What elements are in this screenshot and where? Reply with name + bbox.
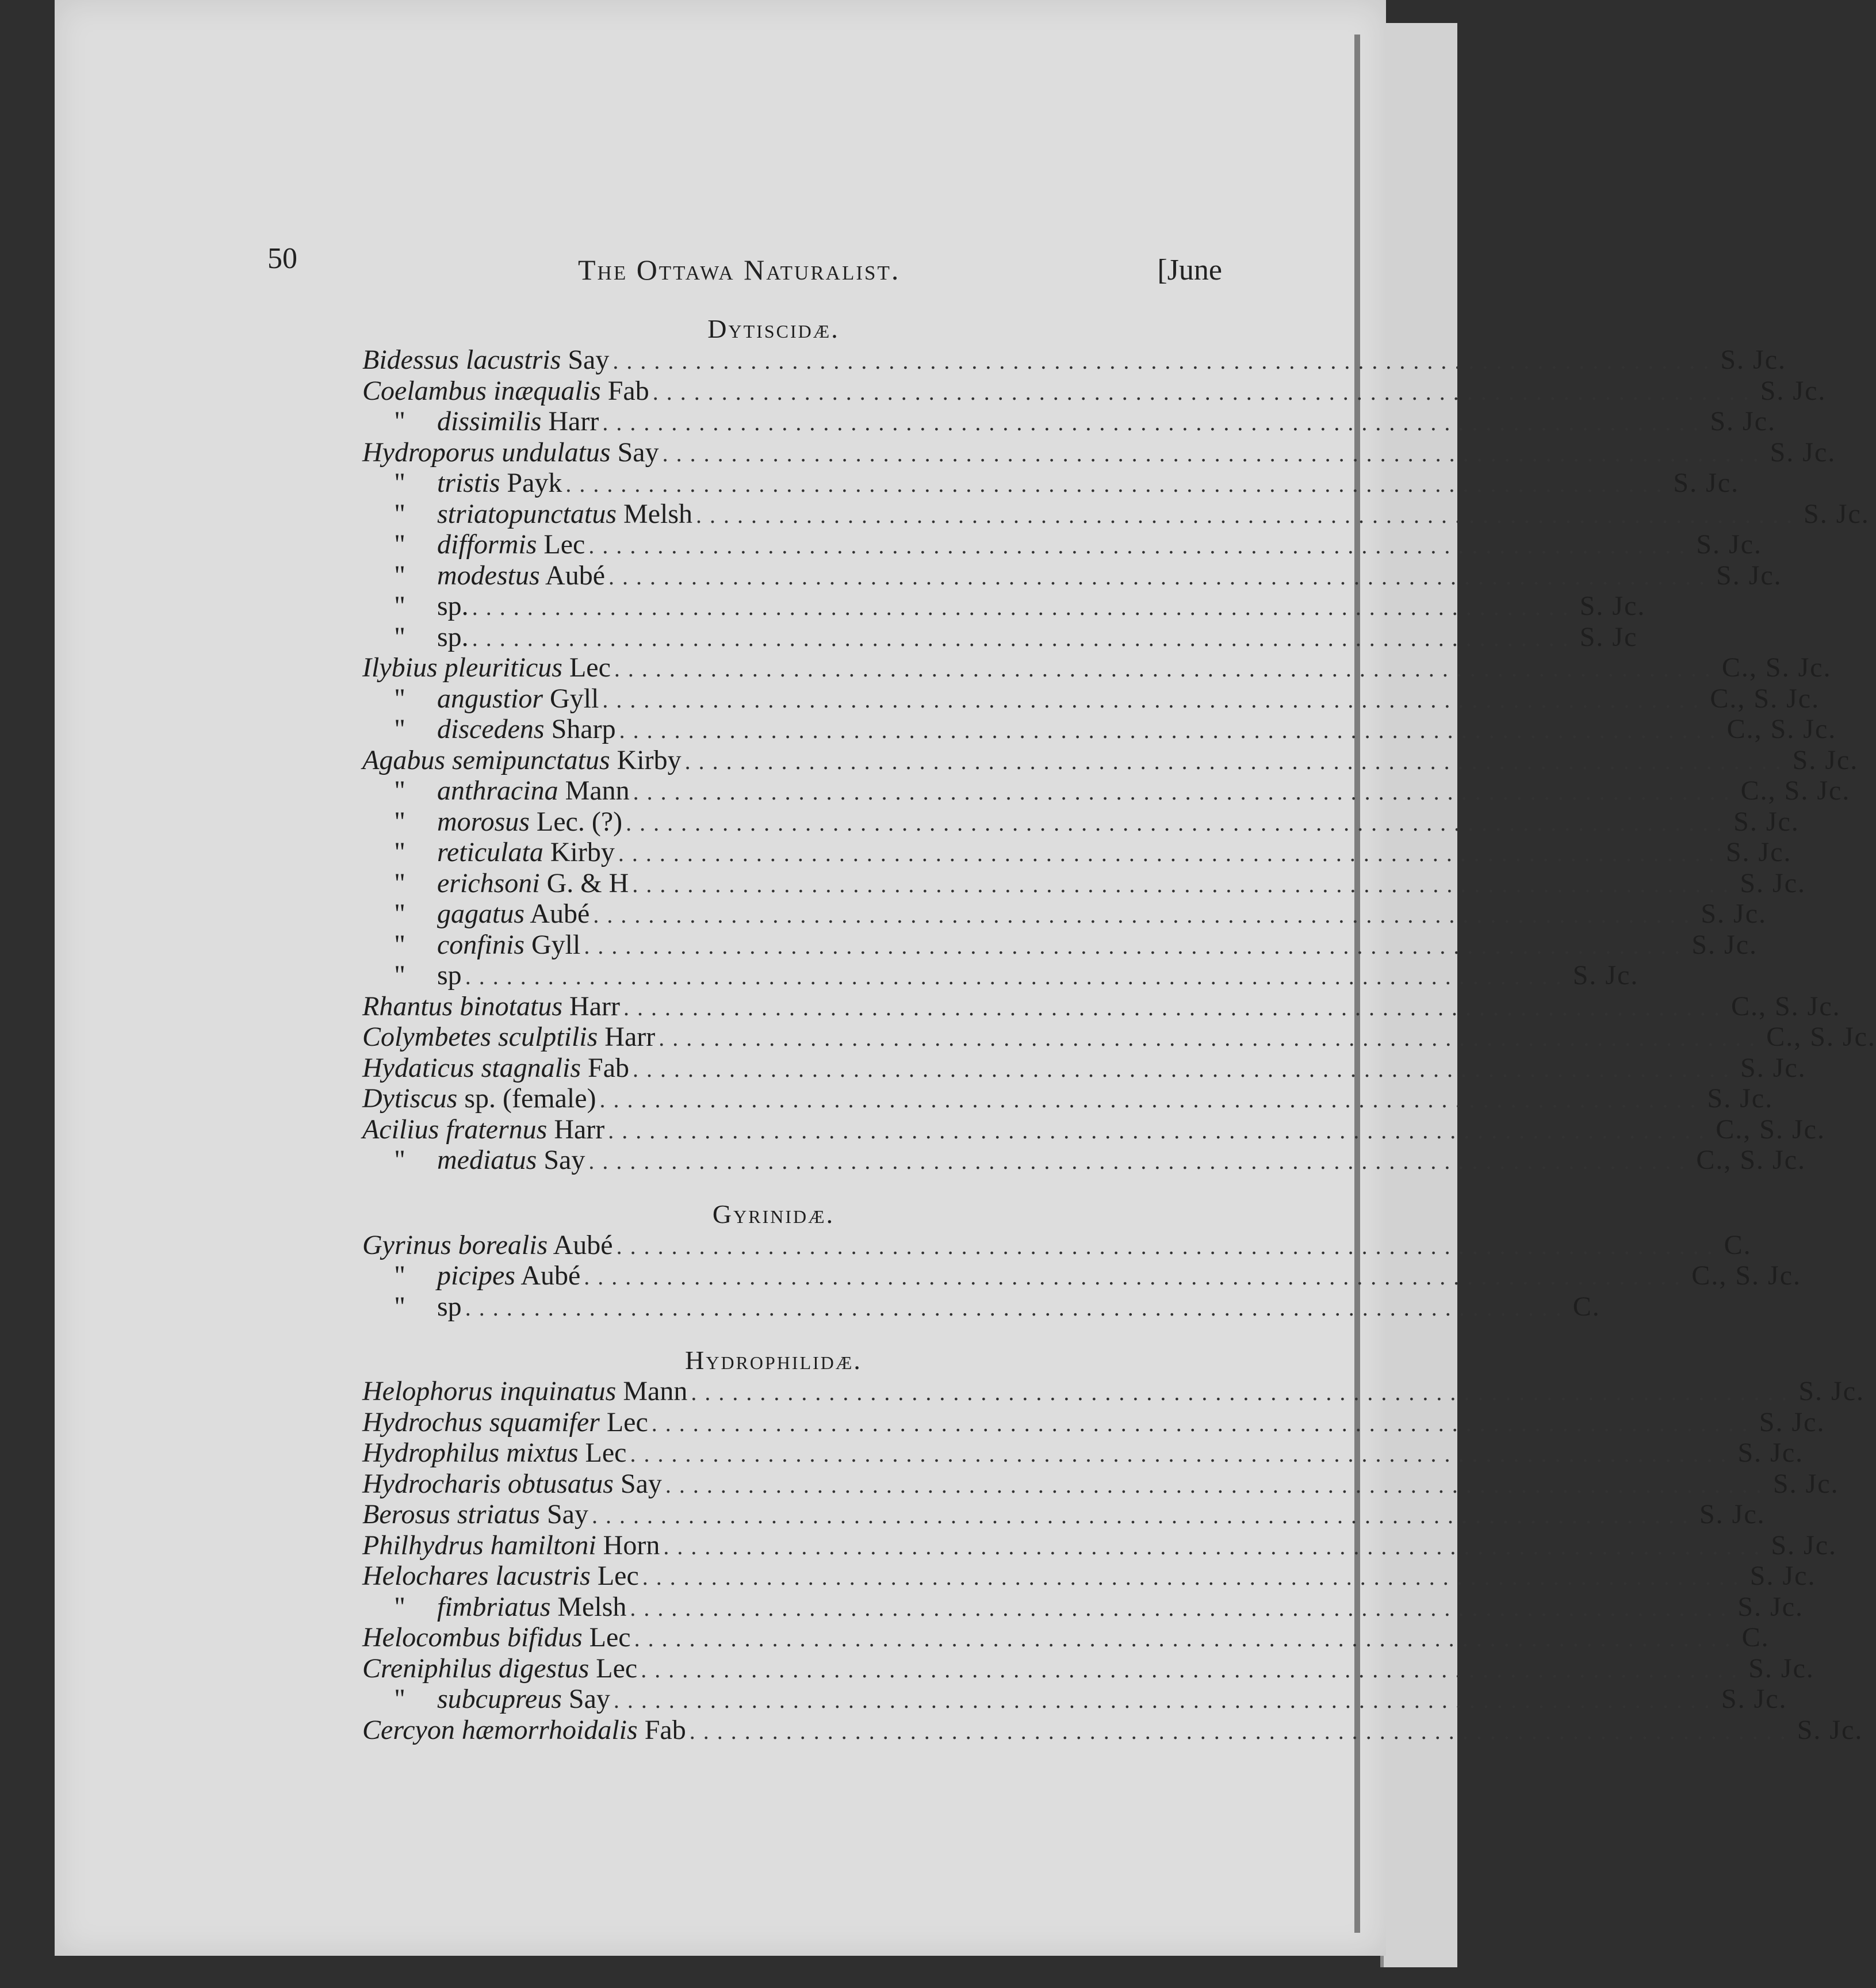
species-name — [362, 1499, 588, 1530]
species-entry — [362, 683, 1820, 714]
dot-leader: ................................................................................ — [652, 379, 1757, 405]
species-entry — [362, 837, 1792, 868]
species-epithet: lacustris — [466, 345, 561, 375]
genus-name: Rhantus — [362, 991, 453, 1022]
genus-name: Philhydrus — [362, 1530, 484, 1561]
locality-code: S. Jc. — [1771, 1530, 1837, 1561]
locality-code: C., S. Jc. — [1696, 1145, 1806, 1175]
species-epithet: lacustris — [495, 1561, 591, 1591]
species-entry — [362, 560, 1782, 591]
genus-name: Cercyon — [362, 1714, 455, 1745]
authority: Say — [620, 1468, 662, 1499]
locality-code: S. Jc. — [1748, 1653, 1814, 1684]
species-epithet: striatopunctatus — [437, 498, 617, 529]
locality-code: S. Jc. — [1725, 837, 1792, 867]
locality-code: S. Jc. — [1699, 1499, 1766, 1530]
dot-leader: ................................................................................ — [633, 779, 1737, 805]
species-epithet: erichsoni — [437, 867, 540, 899]
authority: Horn — [603, 1530, 660, 1561]
authority: sp. — [437, 591, 469, 621]
authority: Melsh — [623, 498, 693, 529]
dot-leader: ................................................................................ — [591, 1503, 1696, 1528]
species-epithet: borealis — [458, 1229, 548, 1260]
ditto-mark: " — [394, 683, 405, 714]
locality-code: C. — [1724, 1229, 1752, 1260]
species-epithet: modestus — [437, 560, 540, 591]
dot-leader: ................................................................................ — [630, 1595, 1735, 1621]
species-entry — [362, 991, 1841, 1022]
authority: Lec — [543, 529, 585, 560]
authority: Kirby — [550, 837, 615, 867]
locality-code: S. Jc. — [1701, 899, 1767, 929]
dot-leader: ................................................................................ — [641, 1656, 1745, 1683]
dot-leader: ................................................................................ — [634, 1626, 1739, 1651]
dot-leader: ................................................................................ — [665, 1471, 1770, 1498]
species-entry — [362, 1260, 1801, 1291]
dot-leader: ................................................................................ — [465, 964, 1569, 989]
species-epithet: reticulata — [437, 837, 543, 867]
ditto-mark: " — [394, 1591, 405, 1622]
dot-leader: ................................................................................ — [614, 656, 1718, 682]
dot-leader: ................................................................................ — [663, 1533, 1768, 1559]
species-entry — [362, 929, 1758, 961]
journal-title: The Ottawa Naturalist. — [578, 254, 901, 286]
authority: Lec. (?) — [536, 806, 623, 837]
species-name — [362, 683, 599, 714]
species-entry — [362, 1083, 1774, 1114]
species-epithet: fraternus — [446, 1114, 548, 1145]
authority: Say — [568, 345, 610, 375]
section-gap — [362, 1322, 1127, 1345]
authority: Aubé — [530, 899, 590, 929]
ditto-mark: " — [394, 621, 405, 652]
species-name — [362, 1376, 687, 1407]
species-epithet: gagatus — [437, 899, 525, 929]
genus-name: Helochares — [362, 1561, 489, 1591]
page-number: 50 — [267, 242, 297, 275]
authority: Fab — [644, 1714, 686, 1745]
species-entry — [362, 529, 1762, 560]
authority: Lec — [597, 1561, 639, 1591]
species-entry — [362, 591, 1646, 622]
species-name — [362, 806, 622, 838]
dot-leader: ................................................................................ — [658, 1025, 1763, 1051]
species-name — [362, 1260, 580, 1291]
dot-leader: ................................................................................ — [584, 1264, 1689, 1290]
authority: Aubé — [520, 1260, 581, 1291]
locality-code: S. Jc. — [1797, 1714, 1863, 1745]
species-entry — [362, 1591, 1804, 1623]
genus-name: Dytiscus — [362, 1083, 458, 1114]
dot-leader: ................................................................................ — [612, 348, 1717, 374]
species-epithet: semipunctatus — [452, 744, 610, 775]
ditto-mark: " — [394, 529, 405, 560]
species-epithet: confinis — [437, 929, 524, 960]
species-epithet: mediatus — [437, 1145, 537, 1175]
locality-code: S. Jc. — [1707, 1083, 1774, 1114]
species-name — [362, 960, 462, 991]
species-name — [362, 560, 605, 591]
genus-name: Hydrocharis — [362, 1468, 501, 1499]
family-heading: Dytiscidæ. — [707, 314, 840, 343]
authority: sp. — [437, 621, 469, 652]
species-name — [362, 714, 616, 745]
dot-leader: ................................................................................ — [684, 748, 1789, 774]
genus-name: Helocombus — [362, 1622, 500, 1653]
species-epithet: obtusatus — [507, 1468, 614, 1499]
ditto-mark: " — [394, 867, 405, 899]
ditto-mark: " — [394, 960, 405, 991]
dot-leader: ................................................................................ — [689, 1718, 1794, 1744]
authority: sp — [437, 960, 462, 991]
species-epithet: anthracina — [437, 775, 558, 806]
species-name — [362, 930, 580, 961]
species-entry — [362, 1406, 1825, 1438]
locality-code: S. Jc. — [1696, 529, 1762, 560]
authority: Say — [543, 1145, 585, 1175]
genus-name: Colymbetes — [362, 1022, 491, 1052]
species-entry — [362, 1376, 1865, 1407]
authority: Harr — [604, 1022, 656, 1052]
species-epithet: stagnalis — [481, 1052, 581, 1083]
ditto-mark: " — [394, 806, 405, 837]
authority: Lec — [585, 1438, 627, 1468]
dot-leader: ................................................................................ — [602, 410, 1707, 435]
dot-leader: ................................................................................ — [662, 440, 1767, 467]
dot-leader: ................................................................................ — [565, 471, 1670, 497]
species-entry — [362, 1145, 1806, 1176]
species-entry — [362, 1022, 1876, 1053]
locality-code: S. Jc. — [1759, 1406, 1825, 1438]
locality-code: S. Jc. — [1792, 744, 1859, 775]
authority: Sharp — [551, 714, 616, 744]
locality-code: C., S. Jc. — [1730, 991, 1841, 1022]
locality-code: C., S. Jc. — [1726, 714, 1837, 744]
issue-month: [June — [1157, 254, 1222, 286]
genus-name: Hydrochus — [362, 1406, 483, 1438]
ditto-mark: " — [394, 1291, 405, 1322]
locality-code: S. Jc. — [1673, 468, 1740, 498]
locality-code: S. Jc. — [1772, 1468, 1839, 1499]
locality-code: S. Jc. — [1710, 406, 1777, 437]
species-epithet: inæqualis — [493, 375, 601, 406]
species-entry — [362, 621, 1638, 653]
dot-leader: ................................................................................ — [642, 1564, 1747, 1590]
species-name — [362, 1530, 660, 1561]
dot-leader: ................................................................................ — [619, 717, 1724, 743]
authority: Kirby — [617, 744, 682, 775]
species-epithet: picipes — [437, 1260, 515, 1291]
dot-leader: ................................................................................ — [608, 563, 1713, 590]
species-name — [362, 437, 659, 468]
dot-leader: ................................................................................ — [618, 840, 1722, 866]
species-name — [362, 591, 469, 622]
dot-leader: ................................................................................ — [465, 1294, 1569, 1321]
species-name — [362, 1622, 631, 1653]
ditto-mark: " — [394, 1145, 405, 1175]
species-epithet: dissimilis — [437, 406, 542, 437]
species-epithet: discedens — [437, 714, 545, 744]
species-name — [362, 1230, 613, 1261]
species-name — [362, 868, 629, 899]
dot-leader: ................................................................................ — [588, 533, 1693, 559]
species-epithet: squamifer — [489, 1406, 600, 1438]
dot-leader: ................................................................................ — [599, 1087, 1704, 1112]
dot-leader: ................................................................................ — [691, 1379, 1795, 1405]
species-name — [362, 745, 682, 776]
species-entry — [362, 775, 1851, 806]
species-epithet: binotatus — [460, 991, 563, 1022]
running-header — [267, 242, 1222, 288]
species-name — [362, 1469, 662, 1500]
species-epithet: difformis — [437, 529, 537, 560]
species-name — [362, 991, 620, 1022]
species-entry — [362, 1622, 1770, 1653]
dot-leader: ................................................................................ — [623, 994, 1728, 1020]
species-entry — [362, 1438, 1804, 1469]
genus-name: Gyrinus — [362, 1229, 451, 1260]
locality-code: S. Jc — [1579, 621, 1638, 652]
authority: Aubé — [553, 1229, 613, 1260]
locality-code: C., S. Jc. — [1691, 1260, 1801, 1291]
authority: Lec — [589, 1622, 631, 1653]
species-entry — [362, 1684, 1787, 1715]
species-name — [362, 345, 609, 376]
ditto-mark: " — [394, 775, 405, 806]
authority: Fab — [588, 1052, 629, 1083]
ditto-mark: " — [394, 468, 405, 498]
species-epithet: striatus — [457, 1499, 540, 1530]
authority: Melsh — [557, 1591, 627, 1622]
authority: sp — [437, 1291, 462, 1322]
species-epithet: mixtus — [506, 1438, 579, 1468]
species-entry — [362, 345, 1787, 376]
species-name — [362, 499, 692, 530]
authority: Say — [546, 1499, 588, 1530]
species-name — [362, 1291, 462, 1322]
species-entry — [362, 806, 1800, 838]
locality-code: S. Jc. — [1691, 929, 1758, 960]
dot-leader: ................................................................................ — [630, 1441, 1735, 1467]
species-entry — [362, 960, 1639, 991]
species-epithet: sculptilis — [497, 1022, 598, 1052]
locality-code: S. Jc. — [1720, 345, 1787, 375]
species-entry — [362, 1499, 1766, 1530]
species-name — [362, 1053, 629, 1084]
species-entry — [362, 468, 1740, 499]
locality-code: S. Jc. — [1733, 806, 1800, 837]
locality-code: S. Jc. — [1572, 960, 1639, 991]
section-gap — [362, 1176, 1127, 1199]
dot-leader: ................................................................................ — [593, 902, 1698, 928]
ditto-mark: " — [394, 1684, 405, 1714]
dot-leader: ................................................................................ — [696, 502, 1801, 528]
authority: Lec — [569, 652, 611, 683]
dot-leader: ................................................................................ — [651, 1410, 1756, 1436]
ditto-mark: " — [394, 1260, 405, 1291]
species-entry — [362, 1229, 1752, 1261]
species-name — [362, 775, 630, 806]
species-name — [362, 468, 562, 499]
species-name — [362, 1145, 585, 1176]
species-name — [362, 406, 599, 437]
locality-code: C. — [1741, 1622, 1770, 1653]
locality-code: S. Jc. — [1749, 1561, 1816, 1591]
ditto-mark: " — [394, 929, 405, 960]
locality-code: S. Jc. — [1760, 375, 1827, 406]
genus-name: Ilybius — [362, 652, 438, 683]
species-name — [362, 529, 585, 560]
dot-leader: ................................................................................ — [626, 809, 1730, 836]
locality-code: S. Jc. — [1579, 591, 1646, 621]
species-entry — [362, 1561, 1816, 1592]
authority: Lec — [606, 1406, 648, 1438]
locality-code: C., S. Jc. — [1716, 1114, 1825, 1145]
species-name — [362, 1653, 637, 1684]
genus-name: Hydrophilus — [362, 1438, 500, 1468]
authority: Fab — [607, 375, 649, 406]
species-entry — [362, 1714, 1863, 1746]
locality-code: S. Jc. — [1740, 1052, 1806, 1083]
species-name — [362, 1407, 648, 1438]
family-heading: Hydrophilidæ. — [685, 1345, 862, 1375]
authority: Say — [617, 437, 659, 468]
species-epithet: morosus — [437, 806, 530, 837]
species-epithet: bifidus — [507, 1622, 583, 1653]
species-entry — [362, 652, 1832, 683]
species-name — [362, 1083, 596, 1114]
dot-leader: ................................................................................ — [633, 1056, 1737, 1082]
species-epithet: fimbriatus — [437, 1591, 551, 1622]
ditto-mark: " — [394, 714, 405, 744]
species-entry — [362, 1530, 1837, 1561]
species-epithet: pleuriticus — [444, 652, 562, 683]
genus-name: Agabus — [362, 744, 445, 775]
species-name — [362, 837, 615, 868]
authority: Gyll — [550, 683, 599, 714]
locality-code: C. — [1572, 1291, 1601, 1322]
species-entry — [362, 437, 1836, 468]
species-name — [362, 1592, 626, 1623]
authority: Gyll — [531, 929, 581, 960]
genus-name: Acilius — [362, 1114, 439, 1145]
species-epithet: subcupreus — [437, 1684, 562, 1714]
locality-code: C., S. Jc. — [1766, 1022, 1876, 1052]
family-heading: Gyrinidæ. — [712, 1199, 835, 1229]
locality-code: S. Jc. — [1737, 1438, 1804, 1468]
authority: G. & H — [546, 867, 629, 899]
dot-leader: ................................................................................ — [616, 1233, 1721, 1259]
species-name — [362, 652, 611, 683]
locality-code: S. Jc. — [1798, 1376, 1865, 1406]
authority: Payk — [507, 468, 562, 498]
species-entry — [362, 498, 1870, 530]
species-epithet: inquinatus — [499, 1376, 617, 1406]
authority: Mann — [623, 1376, 688, 1406]
species-epithet: undulatus — [501, 437, 611, 468]
species-epithet: hamiltoni — [490, 1530, 596, 1561]
species-entry — [362, 1052, 1806, 1084]
species-name — [362, 1114, 604, 1145]
genus-name: Berosus — [362, 1499, 450, 1530]
ditto-mark: " — [394, 899, 405, 929]
authority: Lec — [596, 1653, 638, 1684]
authority: Harr — [554, 1114, 605, 1145]
locality-code: S. Jc. — [1770, 437, 1836, 468]
species-name — [362, 622, 469, 653]
locality-code: S. Jc. — [1716, 560, 1782, 591]
genus-name: Coelambus — [362, 375, 487, 406]
species-entry — [362, 714, 1837, 745]
species-entry — [362, 1653, 1814, 1684]
dot-leader: ................................................................................ — [588, 1148, 1693, 1174]
genus-name: Hydroporus — [362, 437, 495, 468]
authority: Harr — [569, 991, 620, 1022]
dot-leader: ................................................................................ — [613, 1687, 1718, 1713]
genus-name: Helophorus — [362, 1376, 493, 1406]
locality-code: S. Jc. — [1721, 1684, 1787, 1714]
ditto-mark: " — [394, 560, 405, 591]
locality-code: S. Jc. — [1804, 498, 1870, 529]
dot-leader: ................................................................................ — [608, 1117, 1713, 1144]
dot-leader: ................................................................................ — [472, 594, 1576, 620]
genus-name: Creniphilus — [362, 1653, 492, 1684]
species-name — [362, 1561, 639, 1592]
species-entry — [362, 867, 1806, 899]
species-entry — [362, 1468, 1839, 1500]
dot-leader: ................................................................................ — [584, 932, 1689, 959]
authority: Say — [568, 1684, 610, 1714]
locality-code: S. Jc. — [1737, 1591, 1804, 1622]
dot-leader: ................................................................................ — [632, 871, 1737, 897]
species-name — [362, 1715, 686, 1746]
species-list — [362, 314, 1876, 1745]
species-entry — [362, 899, 1767, 930]
species-name — [362, 899, 589, 930]
genus-name: Hydaticus — [362, 1052, 474, 1083]
ditto-mark: " — [394, 406, 405, 437]
authority: sp. (female) — [464, 1083, 596, 1114]
species-epithet: angustior — [437, 683, 543, 714]
species-name — [362, 376, 649, 407]
species-entry — [362, 744, 1859, 776]
locality-code: C., S. Jc. — [1710, 683, 1820, 714]
species-entry — [362, 406, 1777, 437]
ditto-mark: " — [394, 591, 405, 621]
authority: Harr — [548, 406, 599, 437]
locality-code: C., S. Jc. — [1740, 775, 1851, 806]
species-name — [362, 1684, 610, 1715]
dot-leader: ................................................................................ — [602, 686, 1707, 713]
genus-name: Bidessus — [362, 345, 459, 375]
species-epithet: digestus — [498, 1653, 589, 1684]
species-entry — [362, 375, 1827, 407]
species-entry — [362, 1291, 1601, 1322]
ditto-mark: " — [394, 498, 405, 529]
ditto-mark: " — [394, 837, 405, 867]
species-name — [362, 1438, 626, 1469]
species-epithet: tristis — [437, 468, 500, 498]
authority: Aubé — [545, 560, 605, 591]
species-epithet: hæmorrhoidalis — [461, 1714, 638, 1745]
locality-code: C., S. Jc. — [1721, 652, 1832, 683]
species-entry — [362, 1114, 1825, 1145]
locality-code: S. Jc. — [1740, 867, 1806, 899]
authority: Mann — [565, 775, 630, 806]
dot-leader: ................................................................................ — [472, 625, 1576, 651]
species-name — [362, 1022, 655, 1053]
